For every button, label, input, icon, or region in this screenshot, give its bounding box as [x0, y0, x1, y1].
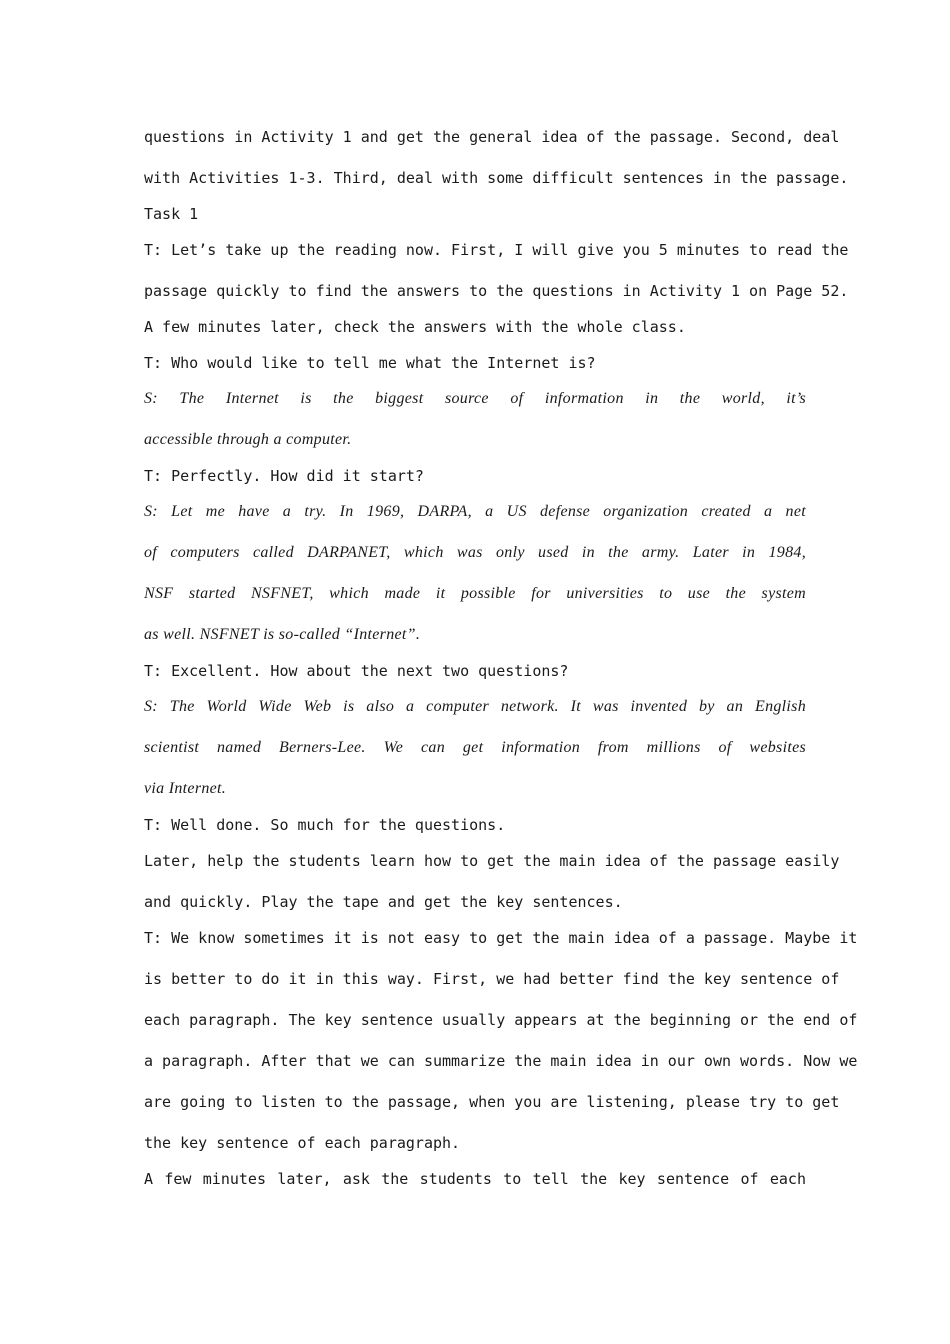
text-line: are going to listen to the passage, when you are listening, please try to get [144, 1093, 840, 1111]
text-line: a paragraph. After that we can summarize the main idea in our own words. Now we [144, 1052, 858, 1070]
student-line: NSF started NSFNET, which made it possible for universities to use the system [144, 585, 806, 602]
student-line: S: Let me have a try. In 1969, DARPA, a US defense organization created a net [144, 503, 806, 520]
text-line: questions in Activity 1 and get the general idea of the passage. Second, deal [144, 128, 840, 146]
teacher-line: T: Who would like to tell me what the Internet is? [144, 354, 596, 372]
teacher-line: T: Well done. So much for the questions. [144, 816, 506, 834]
text-line: with Activities 1-3. Third, deal with some difficult sentences in the passage. [144, 169, 849, 187]
student-line: accessible through a computer. [144, 431, 352, 448]
teacher-line: T: Excellent. How about the next two questions? [144, 662, 569, 680]
student-line: as well. NSFNET is so-called “Internet”. [144, 626, 421, 643]
document-body [144, 120, 858, 1188]
text-line: is better to do it in this way. First, we had better find the key sentence of [144, 970, 840, 988]
student-line: via Internet. [144, 780, 227, 797]
text-line: passage quickly to find the answers to the questions in Activity 1 on Page 52. [144, 282, 849, 300]
teacher-line: T: Perfectly. How did it start? [144, 467, 424, 485]
student-line: S: The Internet is the biggest source of information in the world, it’s [144, 390, 806, 407]
teacher-line: T: We know sometimes it is not easy to get the main idea of a passage. Maybe it [144, 929, 858, 947]
text-line: each paragraph. The key sentence usually appears at the beginning or the end of [144, 1011, 858, 1029]
text-line: the key sentence of each paragraph. [144, 1134, 461, 1152]
text-line: and quickly. Play the tape and get the key sentences. [144, 893, 623, 911]
student-line: S: The World Wide Web is also a computer network. It was invented by an English [144, 698, 806, 715]
section-heading-task-1: Task 1 [144, 205, 199, 223]
teacher-line: T: Let’s take up the reading now. First, I will give you 5 minutes to read the [144, 241, 849, 259]
text-line: A few minutes later, ask the students to tell the key sentence of each [144, 1170, 806, 1188]
student-line: scientist named Berners-Lee. We can get information from millions of websites [144, 739, 806, 756]
student-line: of computers called DARPANET, which was only used in the army. Later in 1984, [144, 544, 806, 561]
text-line: Later, help the students learn how to get the main idea of the passage easily [144, 852, 840, 870]
text-line: A few minutes later, check the answers with the whole class. [144, 318, 686, 336]
